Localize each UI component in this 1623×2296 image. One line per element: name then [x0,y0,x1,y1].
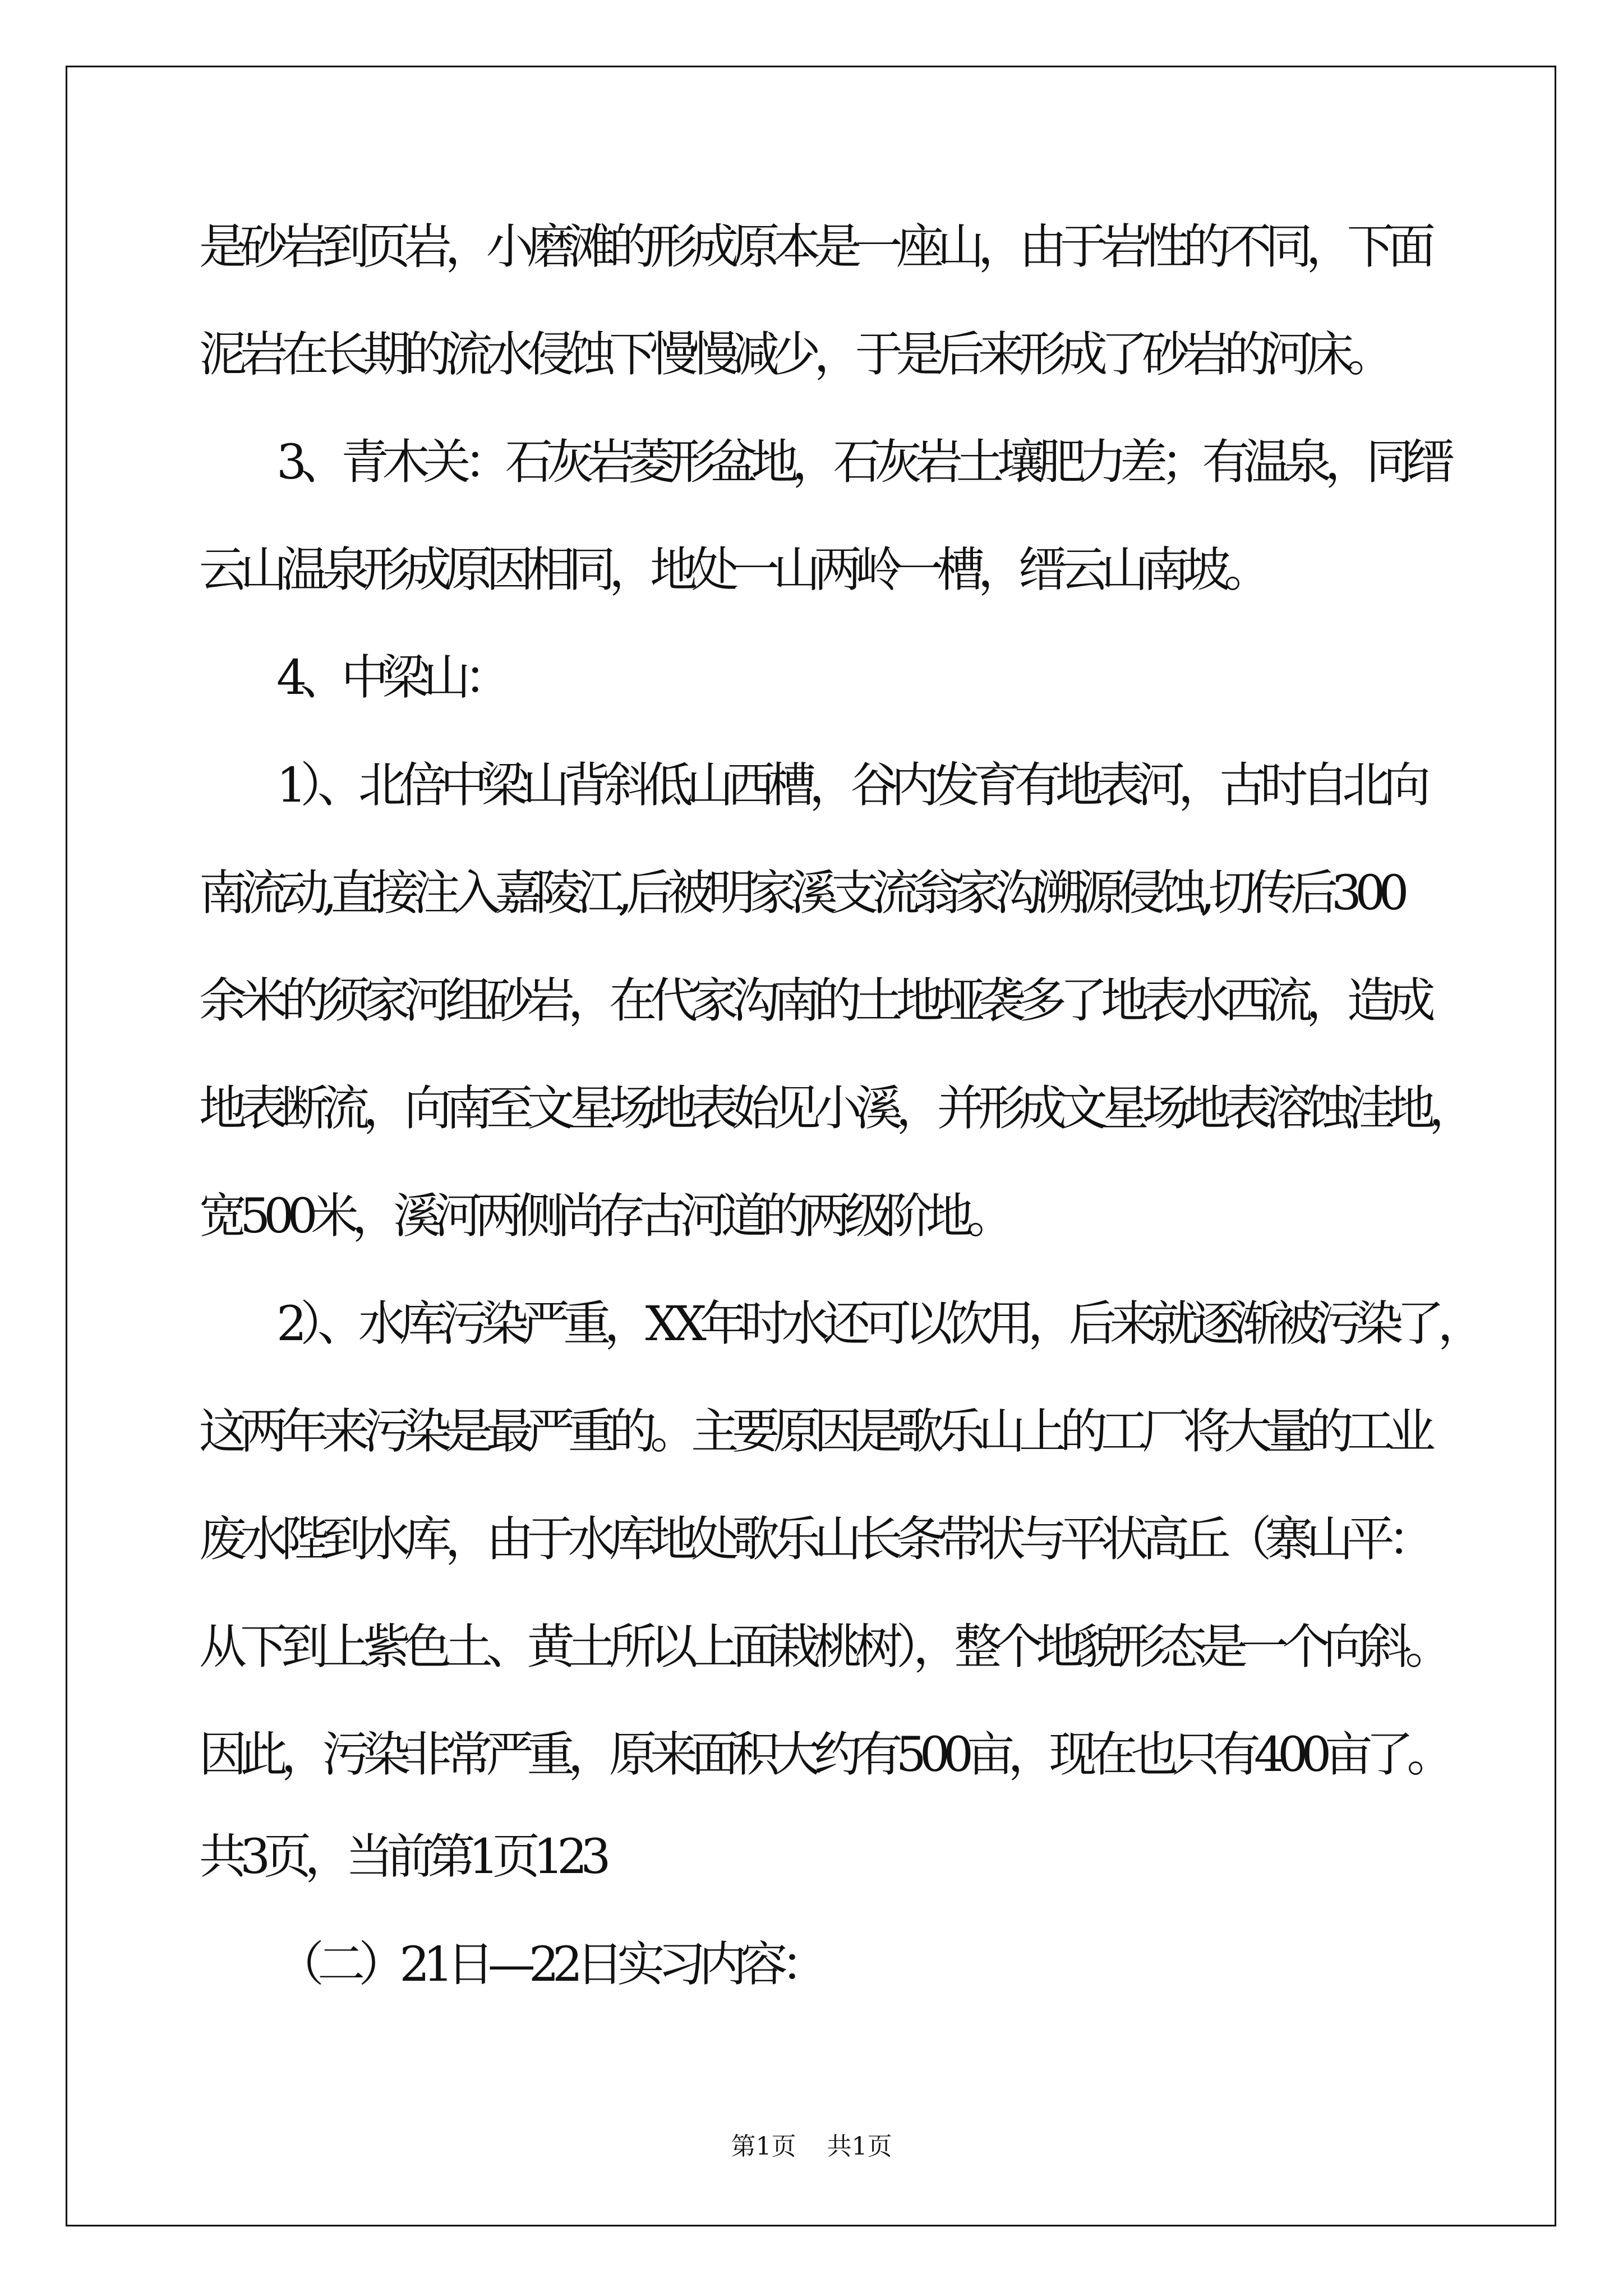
text-line: 共3页，当前第1页123 [199,1829,605,1885]
text-line: 南流动,直接注入嘉陵江,后被明家溪支流翁家沟溯源侵蚀,切传后300 [199,866,1403,921]
text-line: 4、中梁山： [276,650,505,706]
text-line: 因此，污染非常严重，原来面积大约有500亩，现在也只有400亩了。 [199,1727,1448,1783]
text-line: 3、青木关：石灰岩菱形盆地，石灰岩土壤肥力差；有温泉，同缙 [276,435,1448,490]
text-line: 废水陛到水库，由于水库地处歌乐山长条带状与平状高丘（寨山平： [199,1512,1430,1567]
text-line: 这两年来污染是最严重的。主要原因是歌乐山上的工厂将大量的工业 [199,1404,1430,1460]
page-footer [0,2126,1623,2162]
text-line: 地表断流，向南至文星场地表始见小溪，并形成文星场地表溶蚀洼地， [199,1081,1470,1137]
text-line: 泥岩在长期的流水侵蚀下慢慢减少，于是后来形成了砂岩的河床。 [199,327,1388,383]
text-line: 2）、水库污染严重，XX年时水还可以饮用，后来就逐渐被污染了， [276,1296,1479,1352]
page-total: 共1页 [827,2132,892,2161]
text-line: 1）、北倍中梁山背斜低山西槽，谷内发育有地表河，古时自北向 [276,758,1424,813]
text-line: （二）21日—22日实习内容： [276,1937,822,1993]
text-line: 宽500米，溪河两侧尚存古河道的两级阶地。 [199,1189,1008,1244]
text-line: 云山温泉形成原因相同，地处一山两岭一槽，缙云山南坡。 [199,542,1265,598]
page-border [66,66,1556,2226]
text-line: 是砂岩到页岩，小磨滩的形成原本是一座山，由于岩性的不同，下面 [199,219,1430,275]
text-line: 从下到上紫色土、黄土所以上面栽桃树），整个地貌形态是一个向斜。 [199,1619,1446,1675]
page-number: 第1页 [731,2132,796,2161]
text-line: 余米的须家河组砂岩，在代家沟南的土地垭袭多了地表水西流，造成 [199,973,1430,1029]
